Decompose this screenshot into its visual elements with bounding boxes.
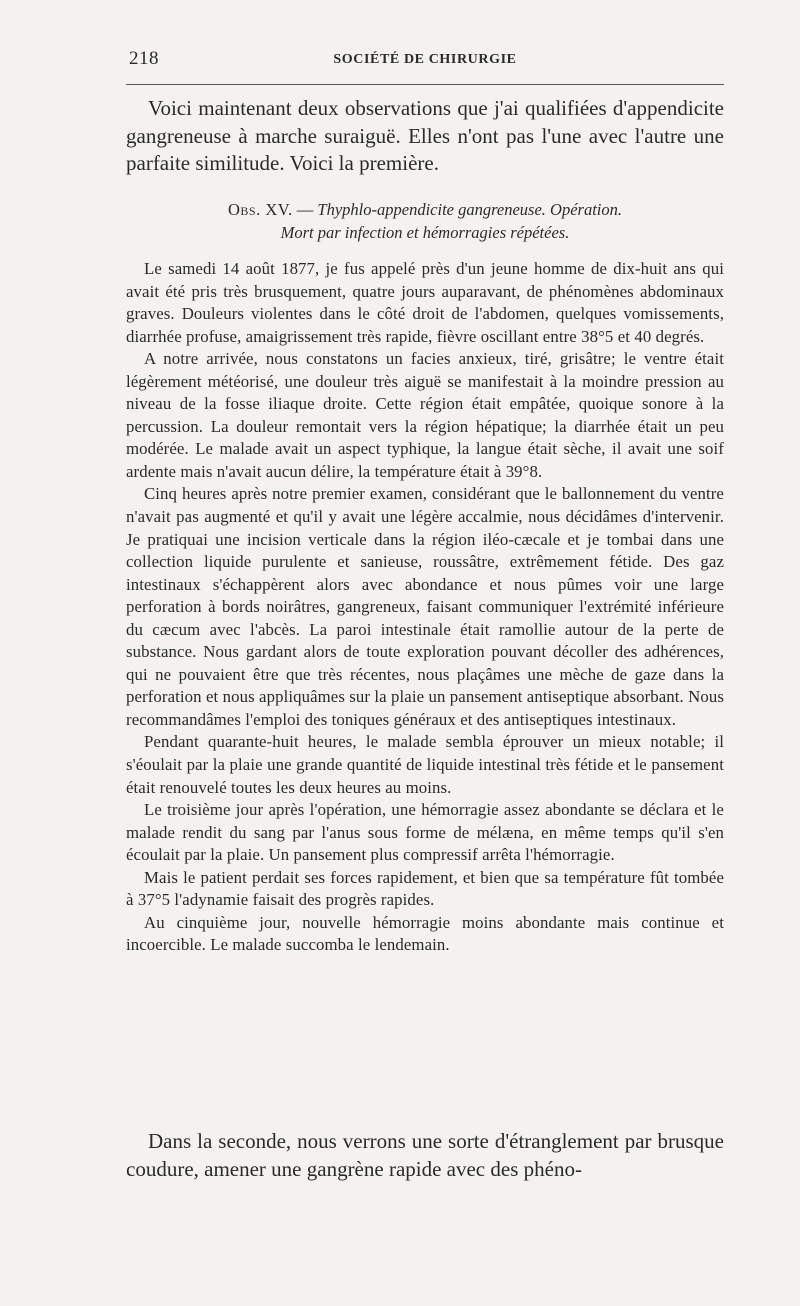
observation-paragraph: Au cinquième jour, nouvelle hémorragie moins abondante mais continue et incoercible. Le malade succomba le lendemain. [126, 912, 724, 955]
observation-title [126, 198, 724, 244]
closing-text: Dans la seconde, nous verrons une sorte d'étranglement par brusque coudure, amener une gangrène rapide avec des phéno- [126, 1129, 724, 1181]
observation-title-part-1: Thyphlo-appendicite gangreneuse. Opération. [317, 200, 623, 219]
observation-title-line-2: Mort par infection et hémorragies répétées. [280, 223, 570, 242]
page-header [126, 44, 724, 74]
observation-paragraph: Le samedi 14 août 1877, je fus appelé près d'un jeune homme de dix-huit ans qui avait été pris très brusquement, quatre jours auparavant, de phénomènes abdominaux graves. Douleurs violentes dans le côté droit de l'abdomen, quelques vomissements, diarrhée profuse, amaigrissement très rapide, fièvre oscillant entre 38°5 et 40 degrés. [126, 259, 724, 346]
page-number: 218 [129, 48, 159, 69]
observation-paragraph: A notre arrivée, nous constatons un facies anxieux, tiré, grisâtre; le ventre était légèrement météorisé, une douleur très aiguë se manifestait à la moindre pression au niveau de la fosse iliaque droite. Cette région était empâtée, quoique sonore à la percussion. La douleur remontait vers la région hépatique; la diarrhée était un peu modérée. Le malade avait un aspect typhique, la langue était sèche, il avait une soif ardente mais n'avait aucun délire, la température était à 39°8. [126, 349, 724, 481]
observation-body [126, 258, 724, 957]
intro-text: Voici maintenant deux observations que j'ai qualifiées d'appendicite gangreneuse à marche suraiguë. Elles n'ont pas l'une avec l'autre une parfaite similitude. Voici la première. [126, 96, 724, 175]
intro-paragraph [126, 95, 724, 178]
observation-paragraph: Le troisième jour après l'opération, une hémorragie assez abondante se déclara et le malade rendit du sang par l'anus sous forme de mélæna, en même temps qu'il s'en écoulait par la plaie. Un pansement plus compressif arrêta l'hémorragie. [126, 800, 724, 865]
header-rule [126, 84, 724, 85]
observation-paragraph: Cinq heures après notre premier examen, considérant que le ballonnement du ventre n'avait pas augmenté et qu'il y avait une légère accalmie, nous décidâmes d'intervenir. Je pratiquai une incision verticale dans la région iléo-cæcale et je tombai dans une collection liquide purulente et sanieuse, roussâtre, extrêmement fétide. Des gaz intestinaux s'échappèrent alors avec abondance et nous pûmes voir une large perforation à bords noirâtres, gangreneux, faisant communiquer l'extrémité inférieure du cæcum avec l'abcès. La paroi intestinale était ramollie autour de la perte de substance. Nous gardant alors de toute exploration pouvant décoller des adhérences, qui ne pouvaient être que très récentes, nous plaçâmes une mèche de gaze dans la perforation et nous appliquâmes sur la plaie un pansement antiseptique absorbant. Nous recommandâmes l'emploi des toniques généraux et des antiseptiques intestinaux. [126, 484, 724, 729]
observation-label: Obs. XV. [227, 200, 293, 219]
observation-title-line-1: Obs. XV. — Thyphlo-appendicite gangreneuse. Opération. [227, 200, 623, 219]
observation-paragraph: Pendant quarante-huit heures, le malade sembla éprouver un mieux notable; il s'éoulait par la plaie une grande quantité de liquide intestinal très fétide et le pansement était renouvelé toutes les deux heures au moins. [126, 732, 724, 797]
closing-paragraph [126, 1128, 724, 1183]
observation-paragraph: Mais le patient perdait ses forces rapidement, et bien que sa température fût tombée à 37°5 l'adynamie faisait des progrès rapides. [126, 867, 724, 910]
running-head: SOCIÉTÉ DE CHIRURGIE [333, 52, 517, 67]
